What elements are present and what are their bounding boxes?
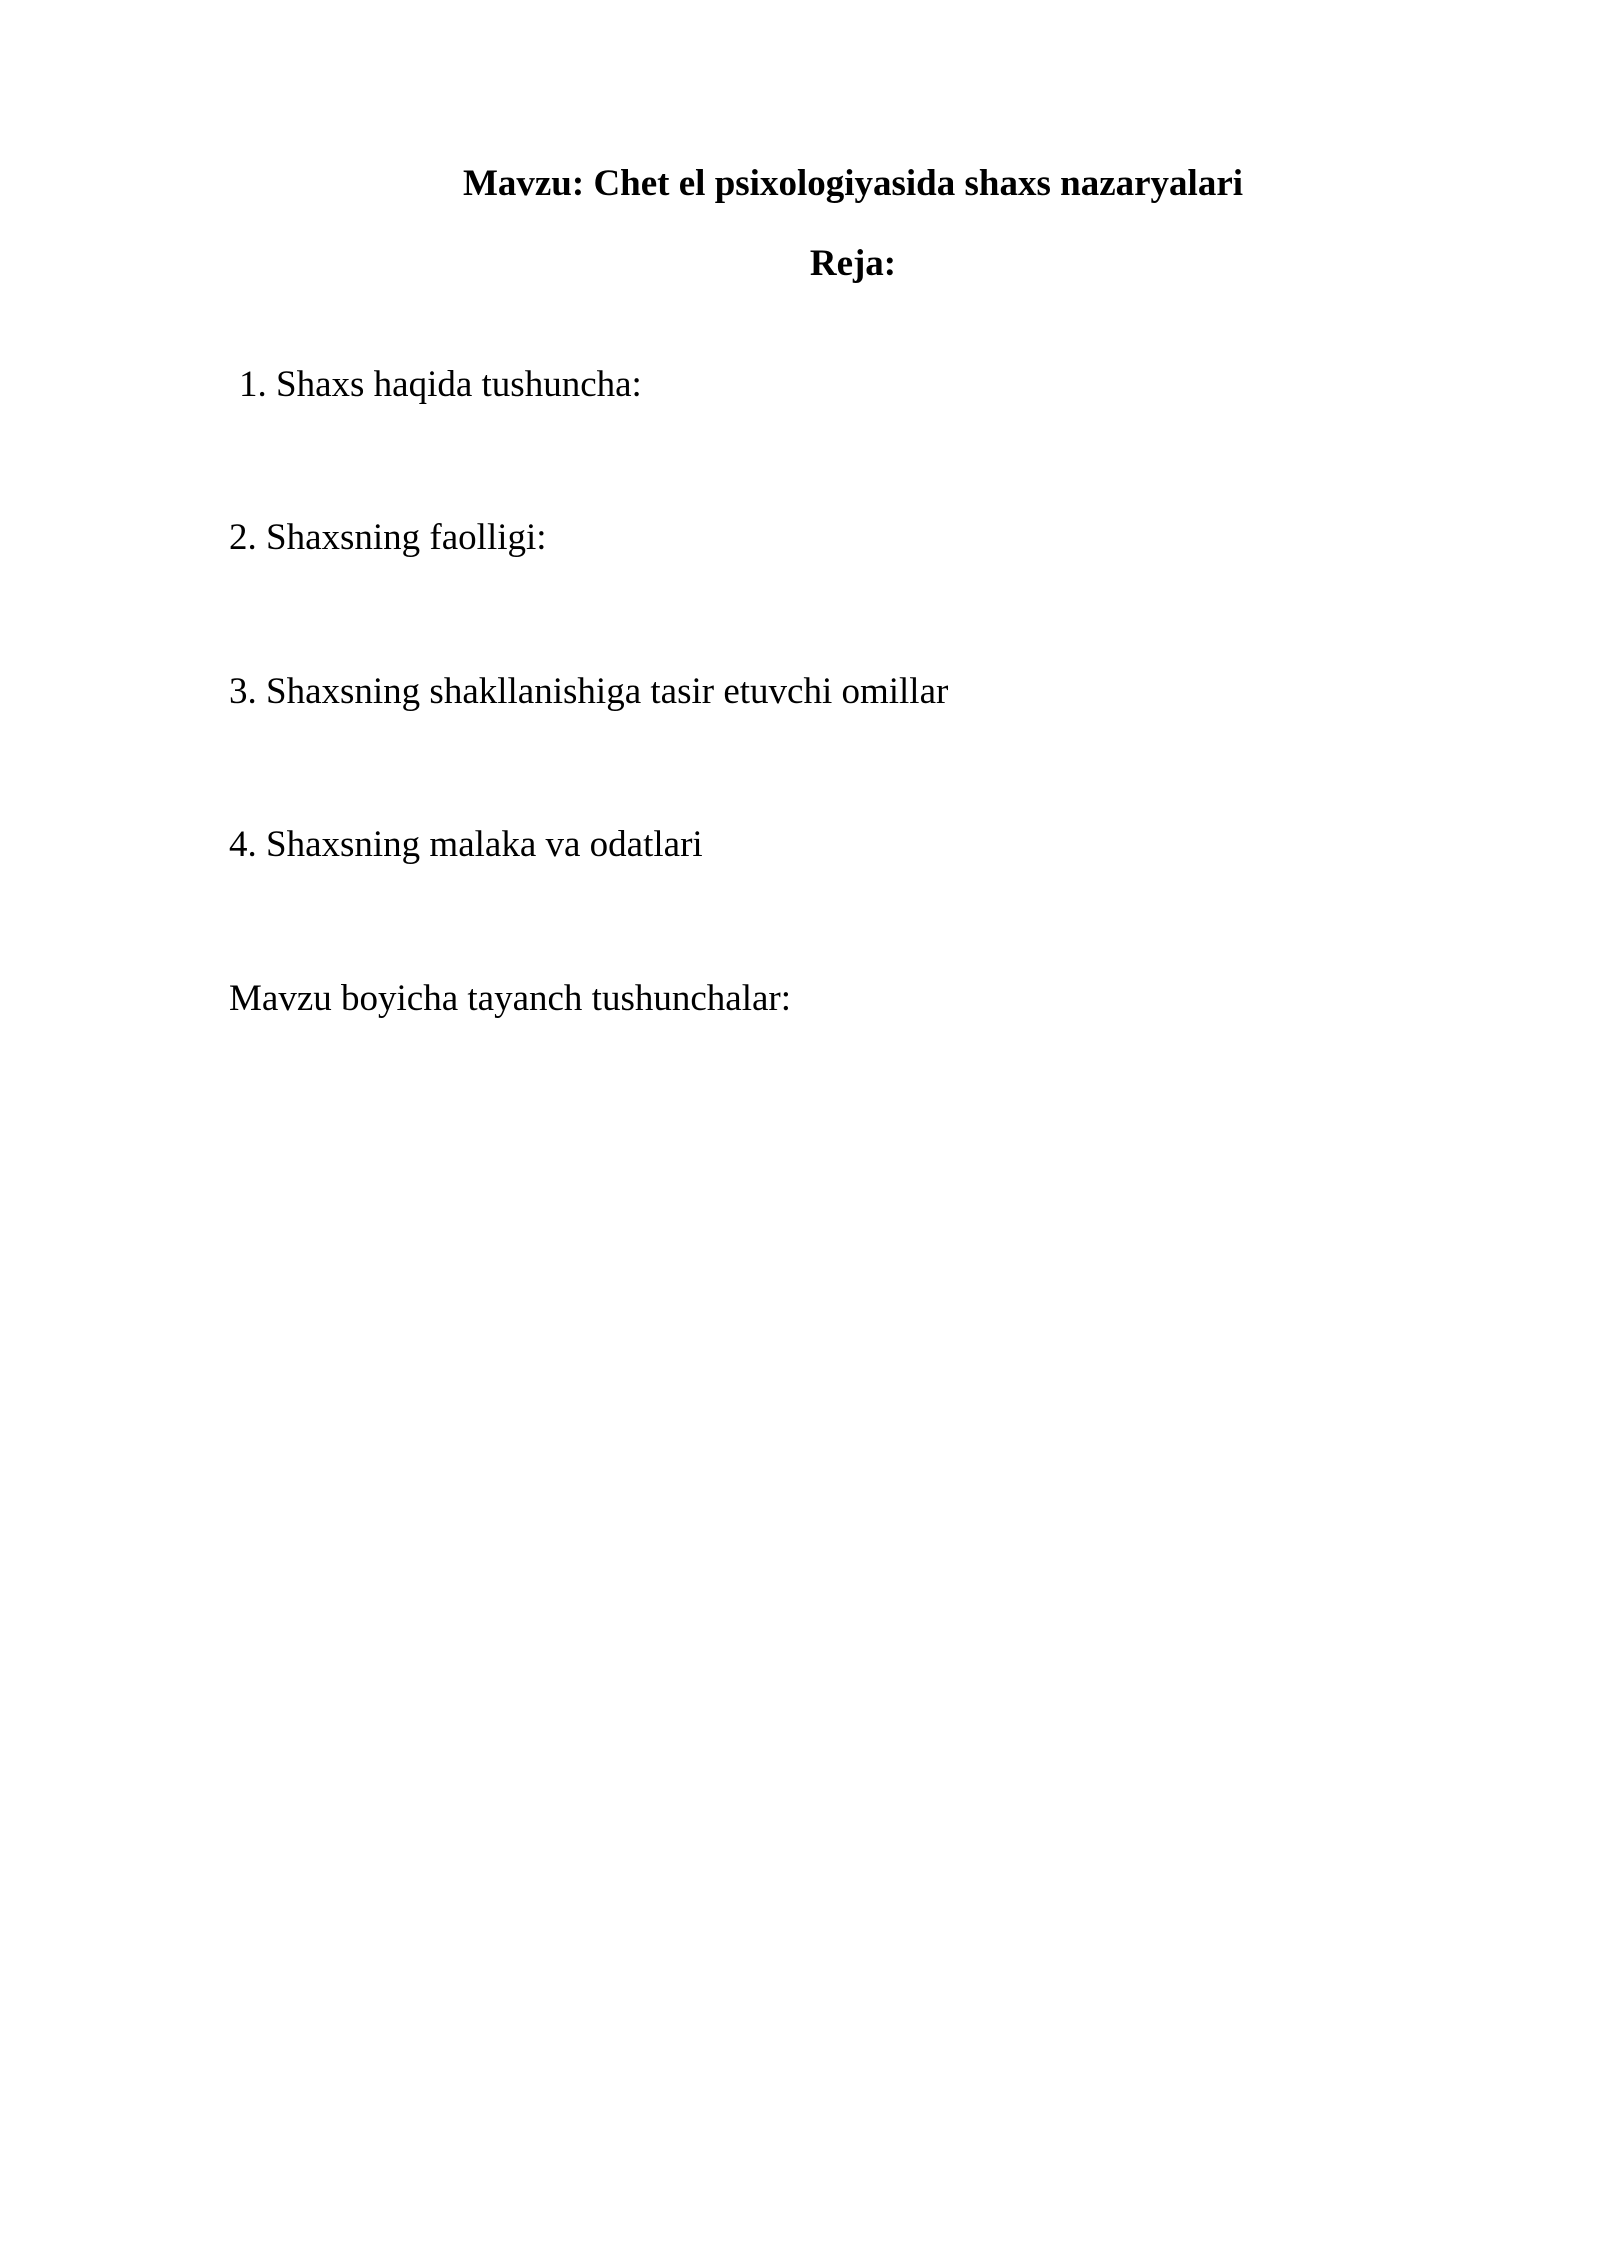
plan-item-4: 4. Shaxsning malaka va odatlari — [229, 824, 703, 865]
plan-item-2: 2. Shaxsning faolligi: — [229, 517, 547, 558]
plan-heading: Reja: — [809, 243, 897, 284]
plan-item-3: 3. Shaxsning shakllanishiga tasir etuvchi omillar — [229, 671, 949, 712]
document-title: Mavzu: Chet el psixologiyasida shaxs nazaryalari — [462, 163, 1244, 204]
plan-item-1: 1. Shaxs haqida tushuncha: — [239, 364, 642, 405]
key-concepts-label: Mavzu boyicha tayanch tushunchalar: — [229, 978, 791, 1019]
